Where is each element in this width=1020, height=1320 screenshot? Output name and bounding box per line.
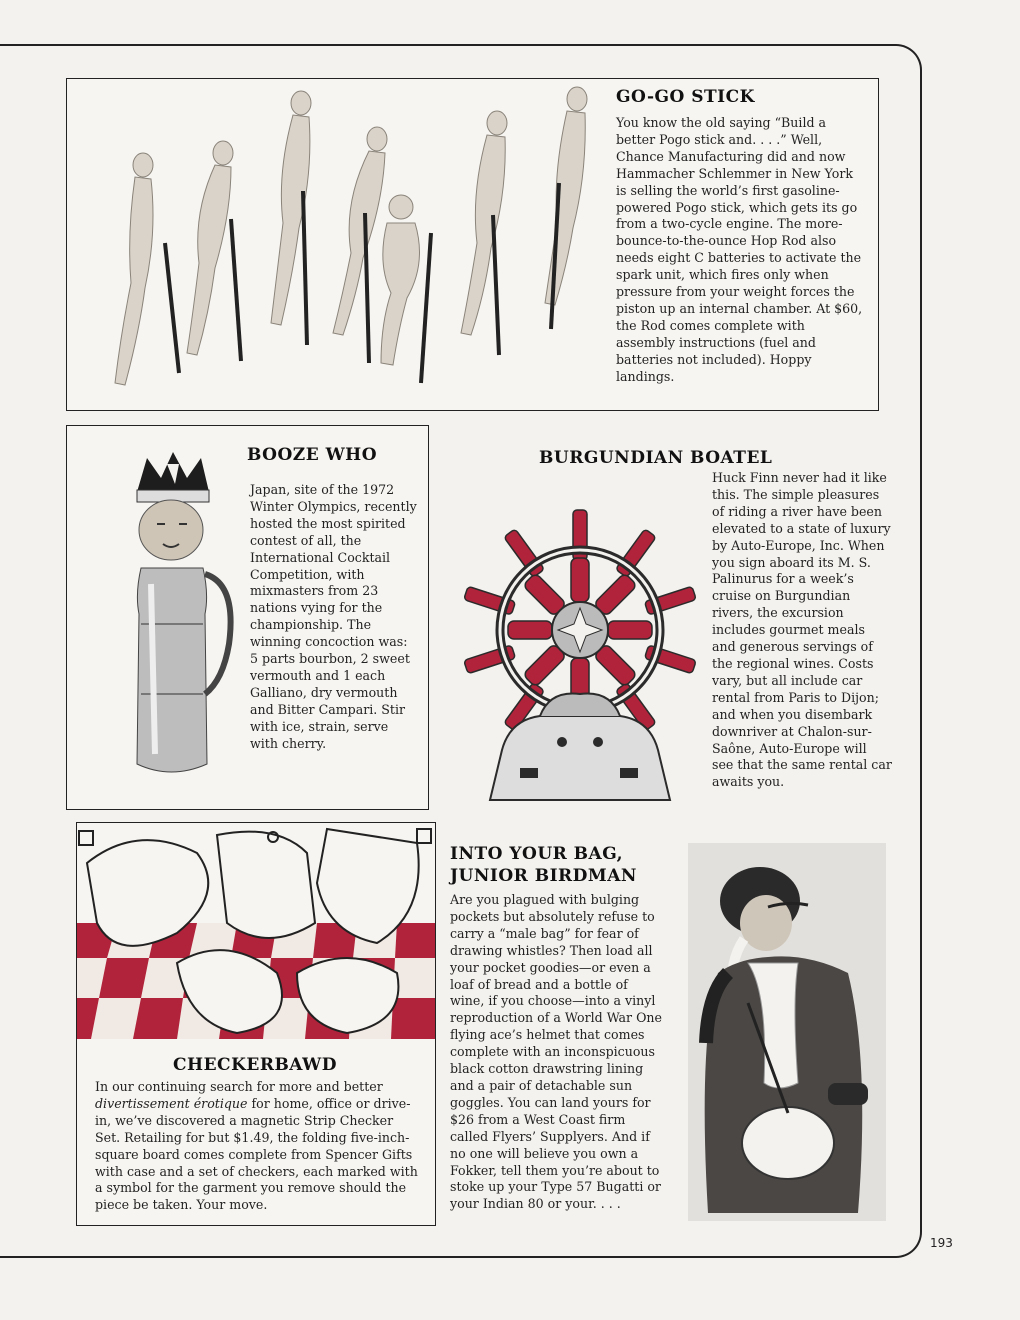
checkerbawd-body xyxy=(95,1079,421,1214)
junior-birdman-body: Are you plagued with bulging pockets but absolutely refuse to carry a “male bag” for fear of drawing whistles? Then load all your pocket goodies—or even a loaf of bread and a bottle of wine, if you choose—into a vinyl reproduction of a World War One flying ace’s helmet that comes complete with an inconspicuous black cotton drawstring lining and a pair of detachable sun goggles. You can land yours for $26 from a West Coast firm called Flyers’ Supplyers. And if no one will believe you own a Fokker, tell them you’re about to stoke up your Type 57 Bugatti or your Indian 80 or your. . . . xyxy=(450,892,662,1212)
junior-birdman-section xyxy=(450,842,900,1234)
burgundian-boatel-body: Huck Finn never had it like this. The simple pleasures of riding a river have been elevated to a state of luxury by Auto-Europe, Inc. When you sign aboard its M. S. Palinurus for a week’s cruise on Burgundian rivers, the excursion includes gourmet meals and generous servings of the regional wines. Costs vary, but all include car rental from Paris to Dijon; and when you disembark downriver at Chalon-sur-Saône, Auto-Europe will see that the same rental car awaits you. xyxy=(712,470,892,790)
garment-shape xyxy=(217,832,315,938)
checkerbawd-body-post: for home, office or drive-in, we’ve discovered a magnetic Strip Checker Set. Retailing for but $1.49, the folding five-inch-square board comes complete from Spencer Gifts with case and a set of checkers, each marked with a symbol for the garment you remove should the piece be taken. Your move. xyxy=(95,1095,418,1213)
checkerbawd-box xyxy=(76,822,436,1226)
burgundian-boatel-section xyxy=(440,440,900,820)
junior-birdman-title-line1: INTO YOUR BAG, xyxy=(450,844,624,864)
pogo-figure xyxy=(381,195,431,383)
checkerboard-garments-illustration xyxy=(77,823,435,1039)
flying-ace-photo xyxy=(688,843,886,1221)
helmet-bag-icon xyxy=(742,1107,834,1179)
page-number: 193 xyxy=(930,1236,953,1250)
burgundian-boatel-title: BURGUNDIAN BOATEL xyxy=(539,448,773,468)
gogo-stick-title: GO-GO STICK xyxy=(616,87,755,107)
checkerbawd-body-pre: In our continuing search for more and better xyxy=(95,1079,383,1094)
booze-who-title: BOOZE WHO xyxy=(247,445,378,465)
pogo-figure xyxy=(187,141,241,361)
bottle-wheel-illustration xyxy=(450,480,708,810)
booze-who-box xyxy=(66,425,429,810)
pogo-figure xyxy=(115,153,179,385)
checkerbawd-title: CHECKERBAWD xyxy=(173,1055,337,1075)
gogo-stick-box xyxy=(66,78,879,411)
crowned-man-shaker-photo xyxy=(97,444,247,794)
gogo-stick-body: You know the old saying “Build a better Pogo stick and. . . .” Well, Chance Manufacturing did and now Hammacher Schlemmer in New York is selling the world’s first gasoline-powered Pogo stick, which gets its go from a two-cycle engine. The more-bounce-to-the-ounce Hop Rod also needs eight C batteries to activate the spark unit, which fires only when pressure from your weight forces the piston up an internal chamber. At $60, the Rod comes complete with assembly instructions (fuel and batteries not included). Hoppy landings. xyxy=(616,115,863,384)
pogo-figure xyxy=(545,87,587,329)
pogo-figures-photo xyxy=(81,83,601,405)
pogo-figure xyxy=(333,127,387,363)
booze-who-body: Japan, site of the 1972 Winter Olympics, recently hosted the most spirited contest of all, the International Cocktail Competition, with mixmasters from 23 nations vying for the championship. The winning concoction was: 5 parts bourbon, 2 sweet vermouth and 1 each Galliano, dry vermouth and Bitter Campari. Stir with ice, strain, serve with cherry. xyxy=(250,482,417,751)
pogo-figure xyxy=(271,91,311,345)
checkerbawd-body-italic: divertissement érotique xyxy=(95,1095,248,1111)
pogo-figure xyxy=(461,111,507,355)
junior-birdman-title-line2: JUNIOR BIRDMAN xyxy=(450,866,637,886)
